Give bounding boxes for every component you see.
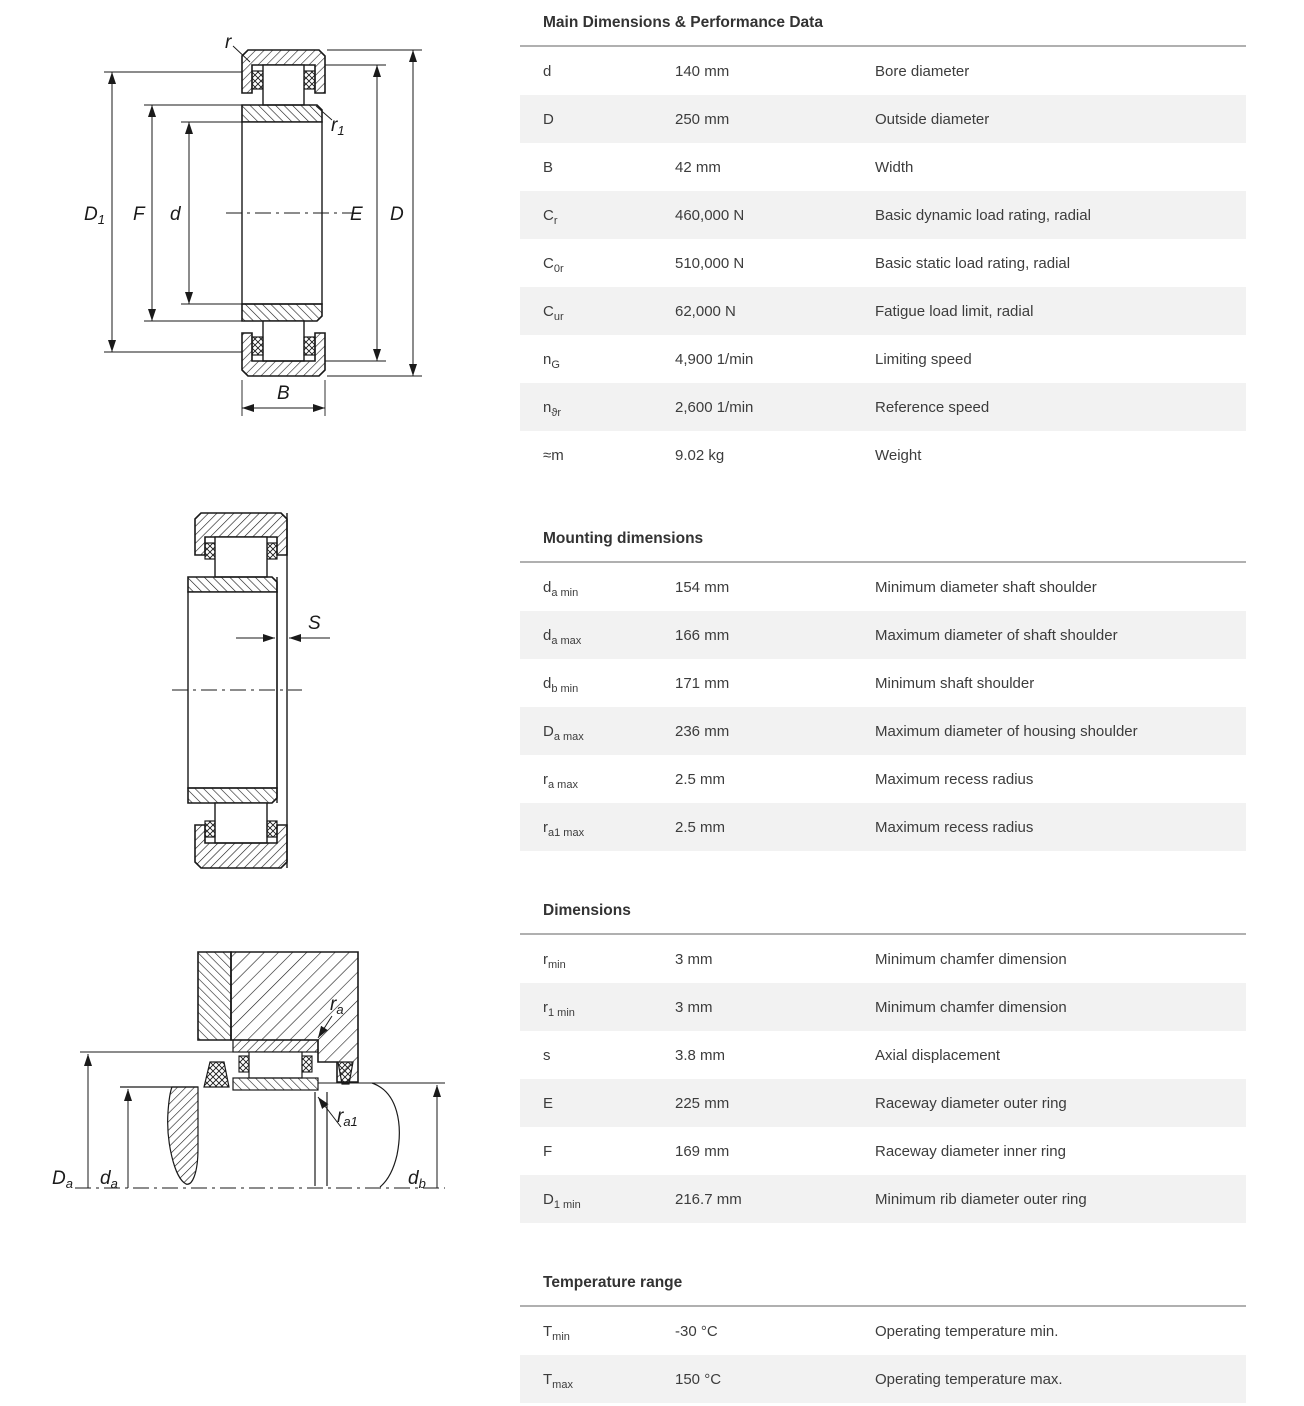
param-subscript: max [552,1378,573,1391]
value-cell: 166 mm [675,626,730,644]
label-r: r [225,32,232,53]
value-cell: 3 mm [675,950,713,968]
description-cell: Minimum chamfer dimension [875,950,1067,968]
value-cell: 169 mm [675,1142,730,1160]
section-title: Temperature range [543,1274,683,1291]
value-cell: 62,000 N [675,302,736,320]
value-cell: 250 mm [675,110,730,128]
description-cell: Weight [875,446,922,464]
param-symbol: D [543,1190,554,1208]
bearing-cage-right [302,1056,312,1072]
value-cell: 225 mm [675,1094,730,1112]
spec-row [520,659,1246,707]
section-title: Main Dimensions & Performance Data [543,14,823,31]
param-symbol: r [543,770,548,788]
param-symbol: T [543,1370,553,1388]
cage-bottom-right [267,821,277,837]
spec-row [520,803,1246,851]
param-cell [520,578,675,599]
spec-row [520,1079,1246,1127]
cage-top-left [205,543,215,559]
param-cell [520,206,675,227]
param-cell [520,63,675,80]
description-cell: Basic dynamic load rating, radial [875,206,1091,224]
param-cell [520,159,675,176]
param-subscript: 1 min [548,1006,575,1019]
bearing-cage-left [239,1056,249,1072]
inner-ring-bottom [188,788,277,803]
value-cell: 236 mm [675,722,730,740]
housing-left-strip [198,952,231,1040]
param-symbol: r [543,818,548,836]
param-symbol: T [543,1322,553,1340]
spec-row [520,1355,1246,1403]
description-cell: Minimum rib diameter outer ring [875,1190,1087,1208]
spec-row [520,383,1246,431]
value-cell: 3 mm [675,998,713,1016]
spec-row [520,1031,1246,1079]
description-cell: Width [875,158,914,176]
label-db: $d_b$ [408,1168,426,1191]
param-subscript: ur [553,310,564,323]
label-E: E [350,204,363,225]
value-cell: 2.5 mm [675,770,726,788]
value-cell: 9.02 kg [675,446,725,464]
param-cell [520,770,675,791]
bearing-drawings-svg [0,0,520,1406]
param-symbol: C [543,302,554,320]
label-r1: $r_1$ [331,115,345,138]
param-subscript: min [548,958,566,971]
param-cell [520,1143,675,1160]
param-symbol: r [543,950,548,968]
spec-row [520,47,1246,95]
drawing-bearing-section [84,32,422,416]
param-cell [520,722,675,743]
value-cell: 510,000 N [675,254,745,272]
param-subscript: a max [553,730,584,743]
value-cell: -30 °C [675,1322,718,1340]
description-cell: Limiting speed [875,350,972,368]
param-symbol: D [543,110,554,128]
drawing-mounting [52,952,445,1191]
spec-row [520,983,1246,1031]
param-subscript: r [553,214,558,227]
value-cell: 42 mm [675,158,721,176]
param-symbol: d [543,62,552,80]
spec-section [520,1260,1246,1403]
spec-row [520,935,1246,983]
spec-section [520,888,1246,1223]
description-cell: Operating temperature min. [875,1322,1059,1340]
param-symbol: D [543,722,554,740]
param-subscript: a max [548,778,578,791]
value-cell: 154 mm [675,578,730,596]
spec-section [520,516,1246,851]
roller-bottom [215,803,267,843]
spec-section [520,0,1246,479]
inner-ring-top [242,105,322,122]
spec-row [520,239,1246,287]
spec-tables [520,0,1246,1403]
param-subscript: b min [551,682,579,695]
param-cell [520,254,675,275]
param-cell [520,674,675,695]
spec-row [520,95,1246,143]
param-cell [520,1095,675,1112]
spec-row [520,431,1246,479]
inner-ring-body [242,122,322,304]
param-subscript: min [552,1330,570,1343]
spec-row [520,611,1246,659]
shaft-fillet [168,1087,198,1184]
label-da: $d_a$ [100,1168,118,1191]
cage-bottom-left [252,337,263,355]
label-S: S [308,613,321,634]
param-symbol: B [543,158,554,176]
label-D: D [390,204,404,225]
param-cell [520,998,675,1019]
description-cell: Fatigue load limit, radial [875,302,1034,320]
description-cell: Maximum diameter of shaft shoulder [875,626,1118,644]
value-cell: 2.5 mm [675,818,726,836]
param-symbol: d [543,578,552,596]
param-subscript: 0r [553,262,564,275]
param-subscript: ϑr [551,406,562,419]
spec-row [520,335,1246,383]
param-symbol: n [543,350,552,368]
spec-row [520,563,1246,611]
cage-top-right [304,71,315,89]
description-cell: Maximum recess radius [875,818,1034,836]
description-cell: Minimum shaft shoulder [875,674,1035,692]
cage-top-left [252,71,263,89]
value-cell: 140 mm [675,62,730,80]
param-cell [520,111,675,128]
param-symbol: E [543,1094,554,1112]
param-subscript: a1 max [548,826,585,839]
spec-row [520,1307,1246,1355]
roller-top [215,537,267,577]
param-symbol: C [543,254,554,272]
value-cell: 216.7 mm [675,1190,742,1208]
bearing-inner-ring [233,1078,318,1090]
param-subscript: a min [551,586,579,599]
label-d: d [170,204,181,225]
param-symbol: s [543,1046,551,1064]
value-cell: 150 °C [675,1370,722,1388]
spec-row [520,1175,1246,1223]
spec-row [520,755,1246,803]
bearing-roller [249,1052,302,1078]
label-B: B [277,383,290,404]
param-cell [520,350,675,371]
param-cell [520,398,675,419]
param-cell [520,1370,675,1391]
abutment-left [204,1062,229,1087]
value-cell: 460,000 N [675,206,745,224]
value-cell: 3.8 mm [675,1046,726,1064]
description-cell: Outside diameter [875,110,990,128]
param-subscript: 1 min [553,1198,581,1211]
param-cell [520,626,675,647]
param-cell [520,447,675,464]
technical-drawings [0,0,520,1406]
cage-bottom-right [304,337,315,355]
description-cell: Bore diameter [875,62,970,80]
roller-bottom [263,321,304,361]
label-Da: $D_a$ [52,1168,73,1191]
description-cell: Operating temperature max. [875,1370,1063,1388]
param-symbol: n [543,398,552,416]
bearing-outer-ring [233,1040,318,1052]
value-cell: 171 mm [675,674,730,692]
spec-row [520,191,1246,239]
inner-ring-top [188,577,277,592]
inner-ring-bottom [242,304,322,321]
section-title: Dimensions [543,902,631,919]
cage-top-right [267,543,277,559]
label-F: F [133,204,145,225]
param-symbol: ≈m [543,446,564,464]
description-cell: Raceway diameter outer ring [875,1094,1067,1112]
param-symbol: d [543,674,552,692]
spec-row [520,707,1246,755]
param-symbol: d [543,626,552,644]
section-title: Mounting dimensions [543,530,704,547]
label-D1: $D_1$ [84,204,105,227]
param-cell [520,302,675,323]
param-cell [520,950,675,971]
param-symbol: F [543,1142,553,1160]
spec-row [520,143,1246,191]
param-subscript: G [551,358,560,371]
label-ra1: $r_{a1}$ [337,1106,358,1129]
description-cell: Minimum chamfer dimension [875,998,1067,1016]
description-cell: Raceway diameter inner ring [875,1142,1066,1160]
param-cell [520,1190,675,1211]
param-symbol: C [543,206,554,224]
description-cell: Basic static load rating, radial [875,254,1071,272]
roller-top [263,65,304,105]
label-ra: $r_a$ [330,994,344,1017]
drawing-axial-displacement [172,513,330,868]
param-cell [520,1322,675,1343]
description-cell: Axial displacement [875,1046,1001,1064]
description-cell: Reference speed [875,398,990,416]
value-cell: 4,900 1/min [675,350,754,368]
param-cell [520,1047,675,1064]
cage-bottom-left [205,821,215,837]
shaft-shoulder-curve [372,1083,399,1187]
param-subscript: a max [551,634,582,647]
spec-row [520,287,1246,335]
description-cell: Maximum diameter of housing shoulder [875,722,1138,740]
description-cell: Minimum diameter shaft shoulder [875,578,1097,596]
param-cell [520,818,675,839]
value-cell: 2,600 1/min [675,398,754,416]
description-cell: Maximum recess radius [875,770,1034,788]
spec-row [520,1127,1246,1175]
param-symbol: r [543,998,548,1016]
